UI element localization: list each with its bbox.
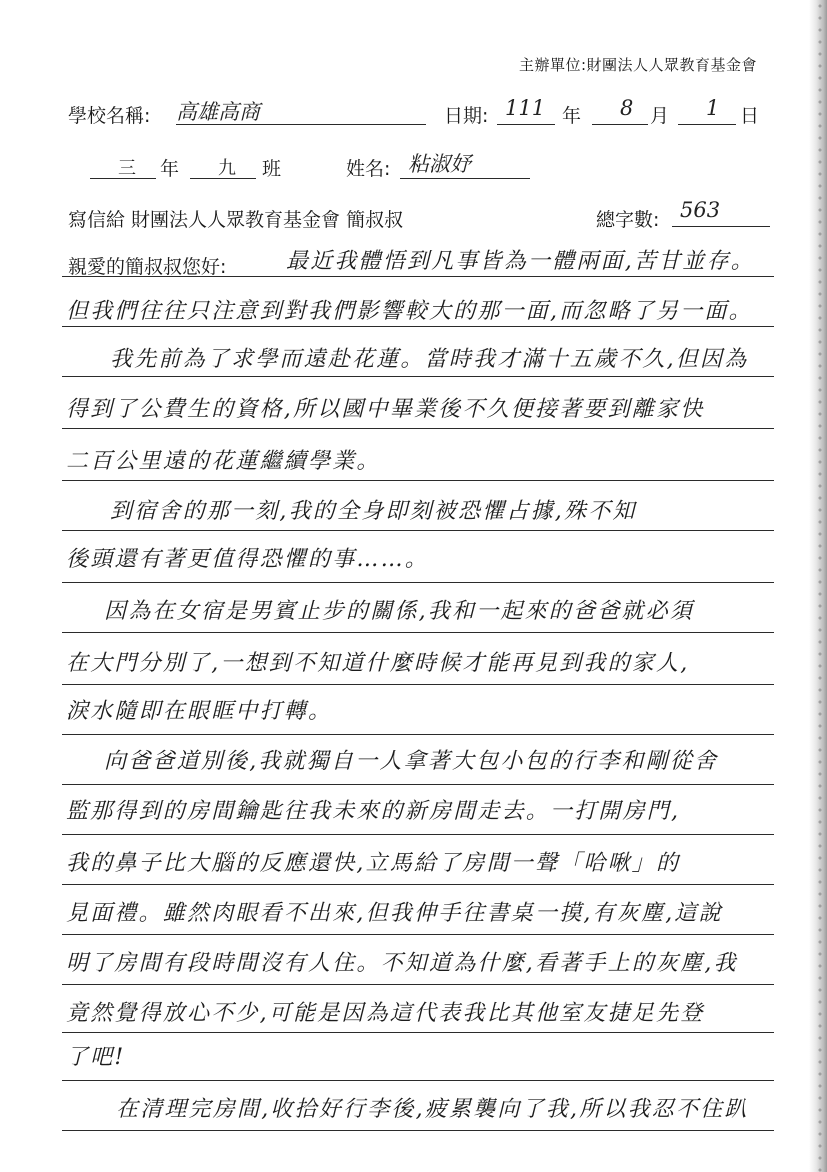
grade-underline [90, 178, 156, 179]
day-underline [678, 124, 736, 125]
grade-value: 三 [118, 158, 136, 179]
ruled-line [62, 428, 774, 429]
class-underline [190, 178, 256, 179]
word-count-label: 總字數: [596, 209, 660, 231]
letter-to: 寫信給 財團法人人眾教育基金會 簡叔叔 [68, 209, 404, 231]
ruled-line [62, 784, 774, 785]
letter-line: 但我們往往只注意到對我們影響較大的那一面,而忽略了另一面。 [66, 299, 753, 324]
letter-line: 了吧! [66, 1045, 126, 1070]
name-underline [400, 178, 530, 179]
class-label: 班 [262, 158, 282, 180]
letter-line: 在清理完房間,收拾好行李後,疲累襲向了我,所以我忍不住趴 [116, 1097, 749, 1122]
letter-line: 明了房間有段時間沒有人住。不知道為什麼,看著手上的灰塵,我 [66, 951, 738, 976]
ruled-line [62, 684, 774, 685]
ruled-line [62, 376, 774, 377]
letter-line: 我的鼻子比大腦的反應還快,立馬給了房間一聲「哈啾」的 [66, 851, 681, 876]
student-name: 粘淑妤 [408, 152, 471, 176]
name-label: 姓名: [346, 158, 391, 180]
letter-line: 後頭還有著更值得恐懼的事……。 [66, 547, 430, 572]
letter-line: 在大門分別了,一想到不知道什麼時候才能再見到我的家人, [66, 651, 690, 676]
letter-line: 得到了公費生的資格,所以國中畢業後不久便接著要到離家快 [66, 397, 705, 422]
day-value: 1 [706, 96, 720, 120]
letter-line: 到宿舍的那一刻,我的全身即刻被恐懼占據,殊不知 [110, 499, 637, 524]
letter-line: 我先前為了求學而遠赴花蓮。當時我才滿十五歲不久,但因為 [110, 347, 749, 372]
ruled-line [62, 934, 774, 935]
ruled-line [62, 1080, 774, 1081]
ruled-line [62, 1032, 774, 1033]
school-name: 高雄高商 [176, 100, 260, 124]
letter-line: 見面禮。雖然肉眼看不出來,但我伸手往書桌一摸,有灰塵,這說 [66, 901, 723, 926]
ruled-line [62, 984, 774, 985]
school-underline [176, 124, 426, 125]
class-value: 九 [218, 158, 236, 179]
ruled-line [62, 734, 774, 735]
ruled-line [62, 326, 774, 327]
year-underline [497, 124, 555, 125]
school-label: 學校名稱: [68, 105, 151, 127]
sponsor-label: 主辦單位:財團法人人眾教育基金會 [518, 56, 757, 74]
month-value: 8 [620, 96, 634, 120]
ruled-line [62, 480, 774, 481]
ruled-line [62, 632, 774, 633]
letter-line: 竟然覺得放心不少,可能是因為這代表我比其他室友捷足先登 [66, 1001, 705, 1026]
letter-line: 向爸爸道別後,我就獨自一人拿著大包小包的行李和剛從舍 [104, 749, 719, 774]
word-count-value: 563 [680, 198, 721, 222]
ruled-line [62, 276, 774, 277]
grade-label: 年 [160, 158, 180, 180]
year-label: 年 [562, 105, 582, 127]
ruled-line [62, 884, 774, 885]
greeting: 親愛的簡叔叔您好: [68, 256, 227, 278]
month-label: 月 [650, 105, 670, 127]
ruled-line [62, 1130, 774, 1131]
letter-line: 二百公里遠的花蓮繼續學業。 [66, 449, 381, 474]
letter-line: 監那得到的房間鑰匙往我未來的新房間走去。一打開房門, [66, 799, 681, 824]
letter-line: 因為在女宿是男賓止步的關係,我和一起來的爸爸就必須 [104, 599, 694, 624]
binding-holes [817, 0, 823, 1172]
ruled-line [62, 834, 774, 835]
day-label: 日 [740, 105, 760, 127]
word-count-underline [672, 226, 770, 227]
month-underline [592, 124, 648, 125]
ruled-line [62, 582, 774, 583]
letter-line: 淚水隨即在眼眶中打轉。 [66, 699, 333, 724]
letter-line: 最近我體悟到凡事皆為一體兩面,苦甘並存。 [286, 249, 755, 274]
date-label: 日期: [444, 105, 489, 127]
ruled-line [62, 530, 774, 531]
year-value: 111 [505, 96, 546, 120]
